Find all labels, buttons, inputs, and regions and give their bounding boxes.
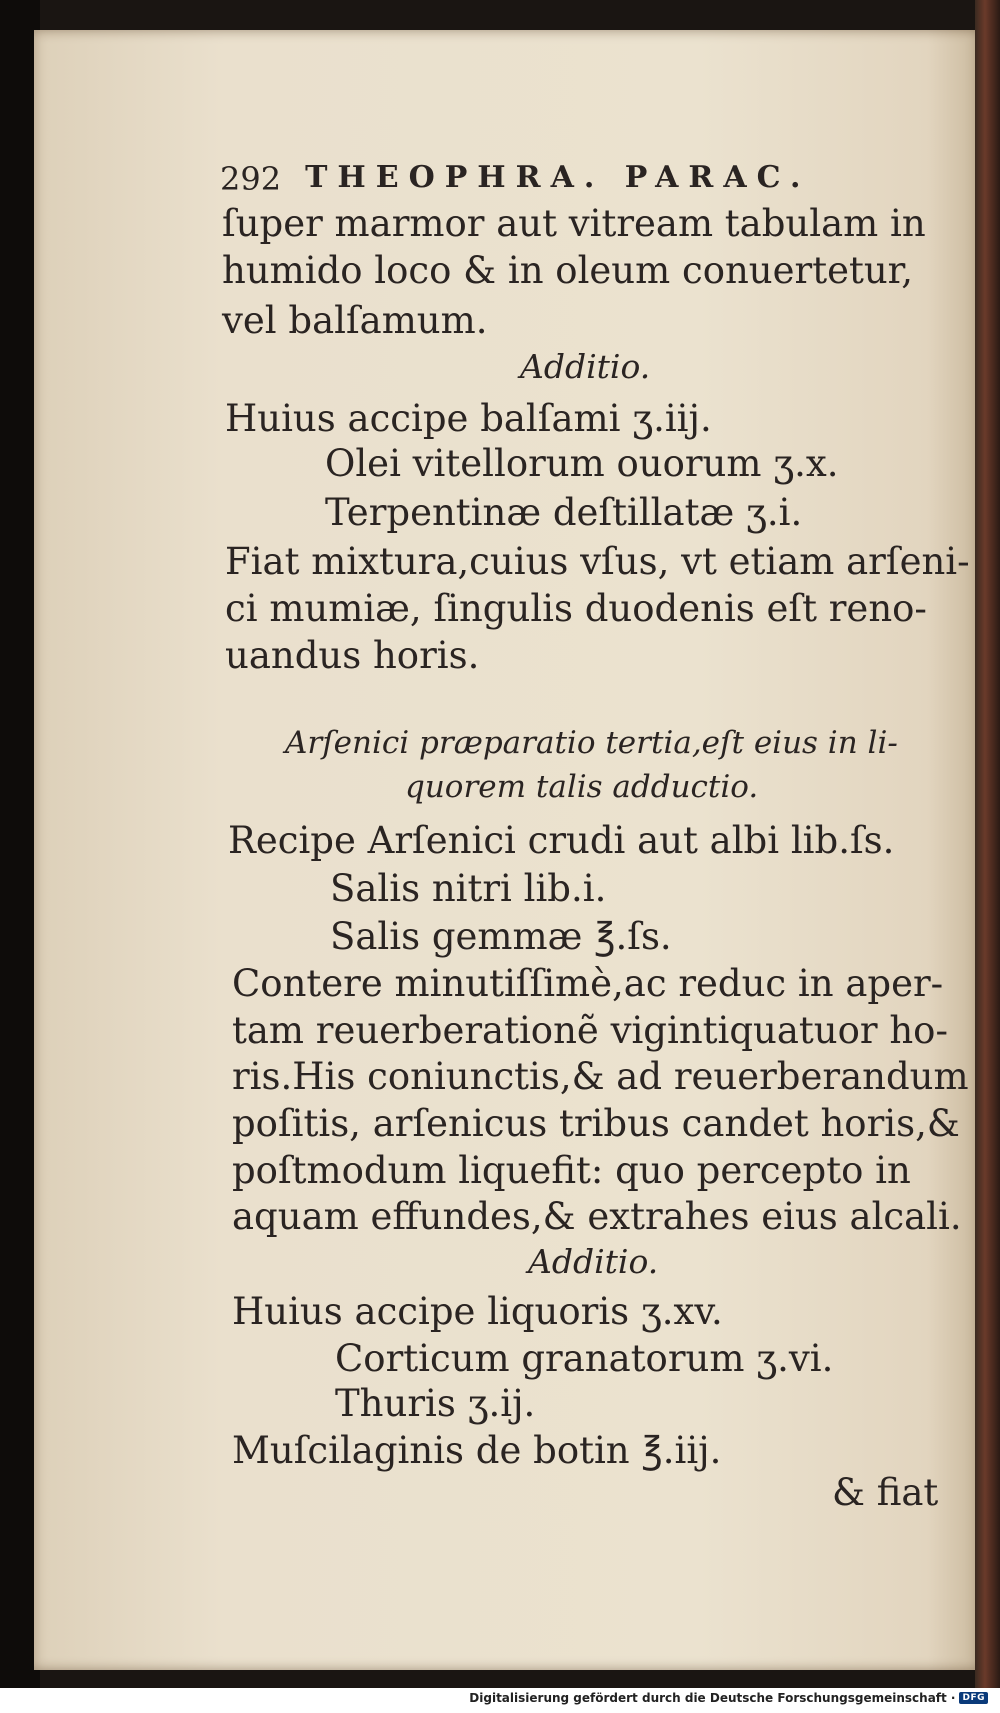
digitization-credit [469,1691,988,1705]
text-line: Fiat mixtura,cuius vſus, vt etiam arſeni- [225,540,970,583]
text-line: tam reuerberationẽ vigintiquatuor ho- [232,1009,948,1052]
section-heading: Additio. [528,1242,659,1281]
text-line: Salis gemmæ ℥.ſs. [330,915,672,958]
text-line: humido loco & in oleum conuertetur, [222,249,914,292]
text-line: Huius accipe balſami ʒ.iij. [225,397,712,440]
text-line: vel balſamum. [222,299,488,342]
catchword: & fiat [832,1471,939,1514]
text-line: aquam effundes,& extrahes eius alcali. [232,1195,962,1238]
text-line: ris.His coniunctis,& ad reuerberandum [232,1055,969,1098]
section-heading: quorem talis adductio. [405,769,759,805]
running-header [220,160,810,198]
text-line: ſuper marmor aut vitream tabulam in [222,202,926,245]
text-line: uandus horis. [225,634,480,677]
text-line: poſitis, arſenicus tribus candet horis,& [232,1102,960,1145]
text-line: Corticum granatorum ʒ.vi. [335,1337,834,1380]
text-line: Terpentinæ deſtillatæ ʒ.i. [325,491,803,534]
section-heading: Additio. [520,347,651,386]
text-line: Olei vitellorum ouorum ʒ.x. [325,442,839,485]
text-line: poſtmodum liquefit: quo percepto in [232,1149,911,1192]
section-heading: Arſenici præparatio tertia,eſt eius in li- [285,725,898,761]
text-line: Thuris ʒ.ij. [335,1382,536,1425]
text-line: Huius accipe liquoris ʒ.xv. [232,1290,723,1333]
page-edge-right [975,0,1000,1713]
text-line: Contere minutiſſimè,ac reduc in aper- [232,962,944,1005]
running-title: THEOPHRA. PARAC. [305,160,811,195]
text-line: Recipe Arſenici crudi aut albi lib.ſs. [228,819,895,862]
credit-text: Digitalisierung gefördert durch die Deutsche Forschungsgemeinschaft · [469,1691,956,1705]
text-line: ci mumiæ, ſingulis duodenis eſt reno- [225,587,927,630]
dfg-logo: DFG [959,1692,988,1704]
text-line: Salis nitri lib.i. [330,867,607,910]
page-number: 292 [220,160,282,198]
text-line: Muſcilaginis de botin ℥.iij. [232,1429,722,1472]
